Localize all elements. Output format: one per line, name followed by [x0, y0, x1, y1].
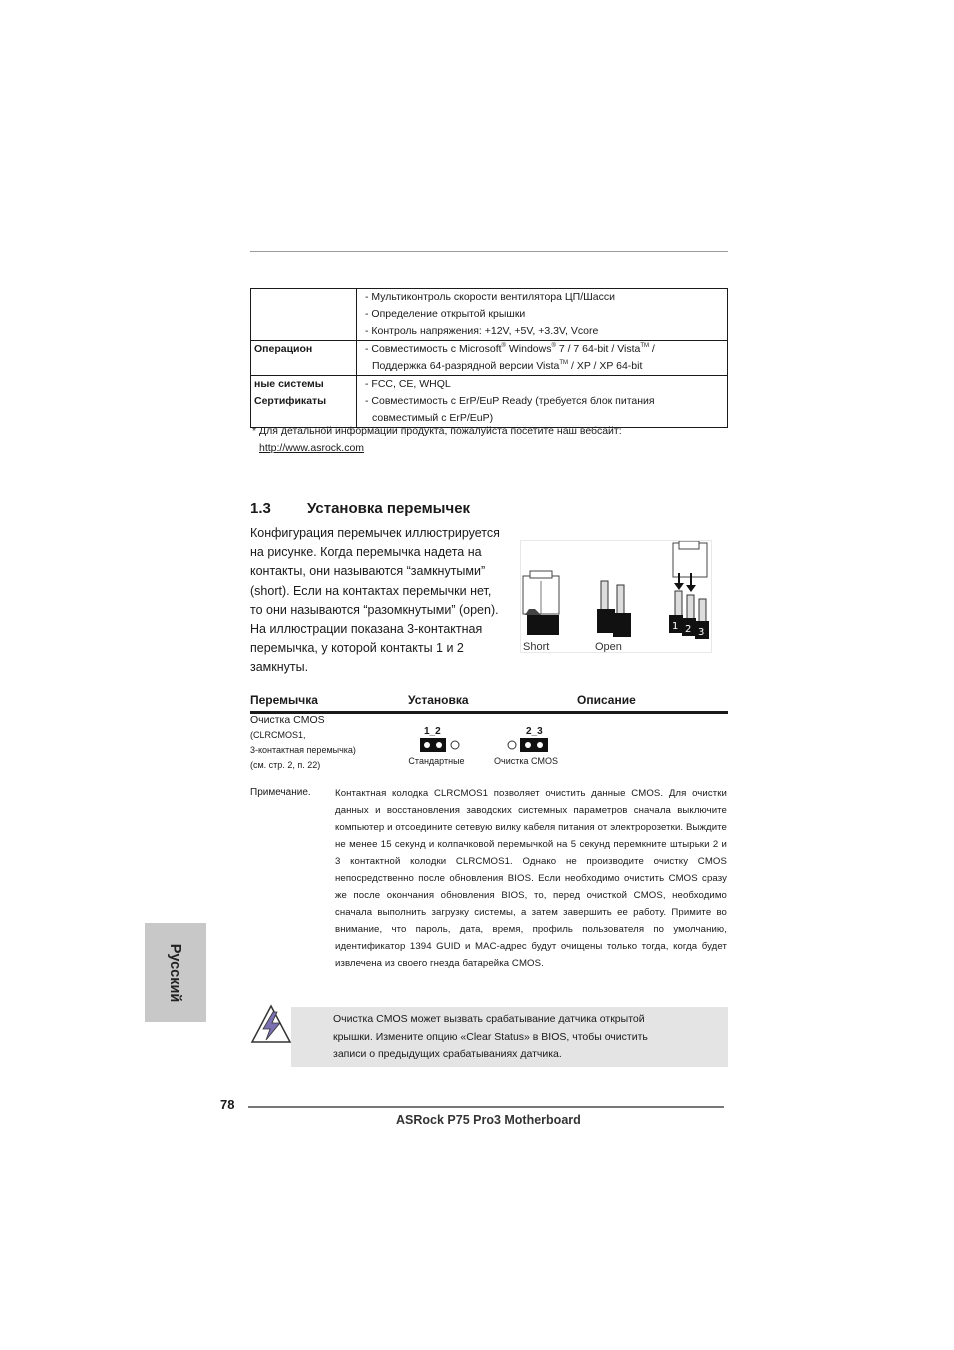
svg-text:1: 1: [672, 621, 679, 632]
spec-value: - Мультиконтроль скорости вентилятора ЦП/Шасси - Определение открытой крышки - Контроль напряжения: +12V, +5V, +3.3V, Vcore: [357, 289, 728, 341]
warning-icon: [250, 1003, 292, 1045]
language-tab: Русский: [145, 923, 206, 1022]
intro-paragraph: Конфигурация перемычек иллюстрируется на рисунке. Когда перемычка надета на контакты, они называются “замкнутыми” (short). Если на контактах перемычки нет, то они называются “разомкнутыми” (open). На иллюстрации показана 3-контактная перемычка, у которой контакты 1 и 2 замкнуты.: [250, 526, 500, 675]
product-name: ASRock P75 Pro3 Motherboard: [396, 1113, 581, 1127]
spec-table: [250, 288, 728, 428]
setting-clear: 2_3 Очистка CMOS: [494, 726, 558, 766]
jumper-diagram: [521, 541, 711, 652]
table-row: [251, 341, 728, 376]
os-line-2: Поддержка 64-разрядной версии Vista™ / XP / XP 64-bit: [372, 360, 643, 372]
short-jumper-icon: [523, 571, 559, 635]
setting-default: 1_2 Стандартные: [408, 726, 465, 766]
three-pin-jumper-icon: [669, 541, 709, 639]
svg-text:3: 3: [698, 627, 705, 638]
section-heading: 1.3 Установка перемычек: [250, 500, 471, 517]
note-body: Контактная колодка CLRCMOS1 позволяет очистить данные CMOS. Для очистки данных и восстановления заводских системных параметров сначала выключите компьютер и отсоедините сетевую вилку кабеля питания от электророзетки. Выждите не менее 15 секунд и колпачковой перемычкой на 5 секунд перемкните штырьки 2 и 3 контактной колодки CLRCMOS1. Однако не производите очистку CMOS непосредственно после обновления BIOS. Если необходимо очистить CMOS сразу же после окончания обновления BIOS, то, перед очисткой CMOS, необходимо сначала выполнить загрузку системы, а затем завершить ее работу. Примите во внимание, что пароль, дата, время, профиль пользователя по умолчанию, идентификатор 1394 GUID и MAC-адрес будут очищены только тогда, когда будет извлечена из своего гнезда батарейка CMOS.: [335, 788, 727, 969]
top-rule: [250, 251, 728, 252]
spec-label: Операцион: [251, 341, 357, 376]
svg-text:2: 2: [685, 624, 692, 635]
note-label: Примечание.: [250, 787, 311, 798]
table-row: [251, 289, 728, 341]
spec-label: [251, 289, 357, 341]
spec-label: ные системы Сертификаты: [251, 376, 357, 428]
website-link[interactable]: http://www.asrock.com: [259, 442, 365, 454]
os-line-1: - Совместимость с Microsoft® Windows® 7 / 7 64-bit / Vista™ /: [365, 343, 655, 355]
warning-text: Очистка CMOS может вызвать срабатывание датчика открытой крышки. Измените опцию «Clear Status» в BIOS, чтобы очистить записи о предыдущих срабатываниях датчика.: [333, 1013, 648, 1060]
table-row: [251, 376, 728, 428]
page-number: 78: [220, 1097, 235, 1112]
pins-2-3-icon: [506, 737, 550, 753]
spec-value: [357, 341, 728, 376]
open-jumper-icon: [597, 581, 631, 637]
pins-1-2-icon: [419, 737, 463, 753]
jumper-illustration: [520, 540, 712, 653]
footnote: * Для детальной информации продукта, пожалуйста посетите наш вебсайт: http://www.asrock.com: [252, 423, 622, 457]
jumper-name-cell: Очистка CMOS (CLRCMOS1, 3-контактная перемычка) (см. стр. 2, п. 22): [250, 714, 356, 770]
spec-value: - FCC, CE, WHQL - Совместимость с ErP/EuP Ready (требуется блок питания совместимый с ErP/EuP): [357, 376, 728, 428]
open-label: Open: [595, 641, 622, 652]
bottom-rule: [248, 1106, 724, 1108]
short-label: Short: [523, 641, 550, 652]
